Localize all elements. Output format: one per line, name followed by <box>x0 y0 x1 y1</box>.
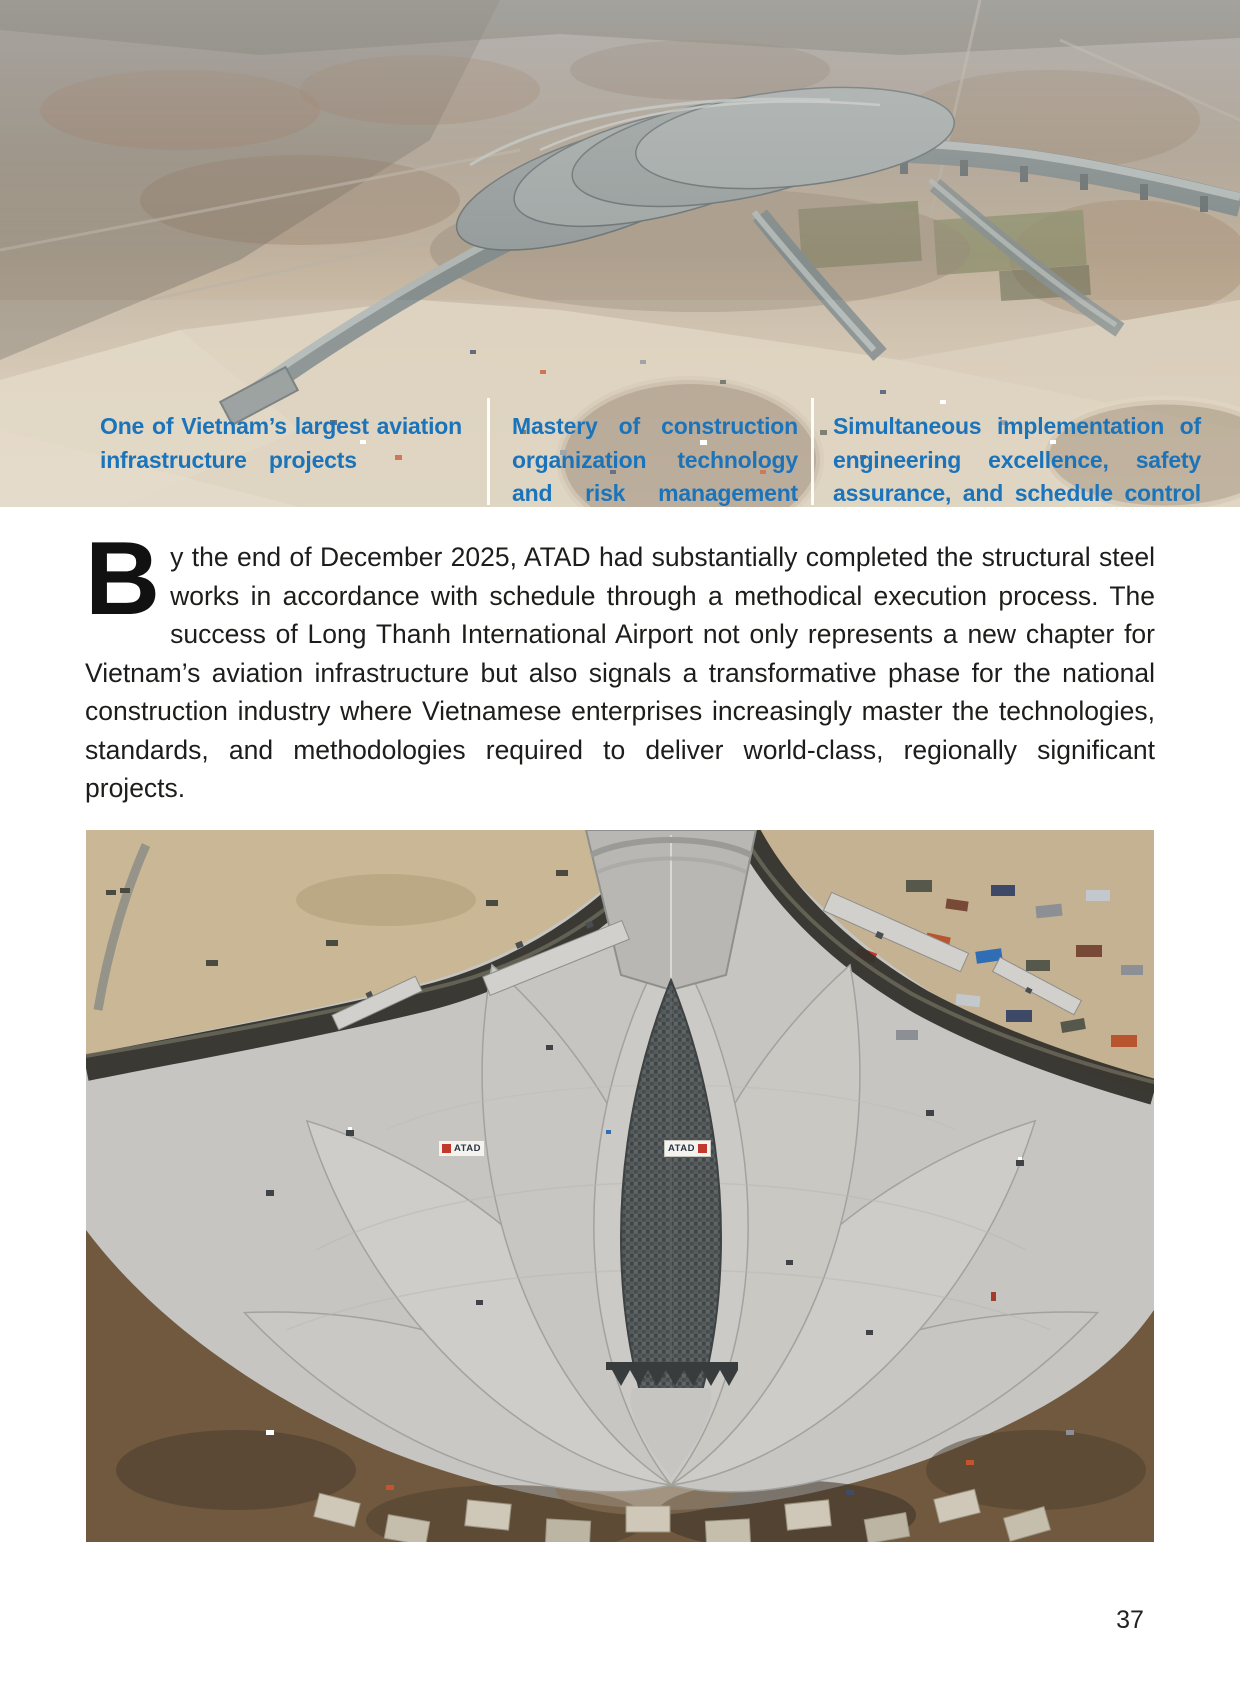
atad-label-text: ATAD <box>454 1142 481 1154</box>
callout-mastery-construction <box>512 410 798 507</box>
callout-divider <box>811 398 814 505</box>
callout-largest-aviation <box>100 410 462 477</box>
callout-line: infrastructure projects <box>100 446 357 473</box>
atad-logo-icon <box>698 1144 707 1153</box>
article-body-text: y the end of December 2025, ATAD had substantially completed the structural steel works in accordance with schedule through a methodical execution process. The success of Long Thanh International Airport not only represents a new chapter for Vietnam’s aviation infrastructure but also signals a transformative phase for the national construction industry where Vietnamese enterprises increasingly master the technologies, standards, and methodologies required to deliver world-class, regionally significant projects. <box>85 542 1155 803</box>
article-section <box>85 521 1155 808</box>
callout-line: One of Vietnam’s largest aviation <box>100 413 462 439</box>
atad-roof-label <box>438 1140 485 1157</box>
atad-logo-icon <box>442 1144 451 1153</box>
atad-label-text: ATAD <box>668 1142 695 1154</box>
article-paragraph <box>85 521 1155 808</box>
hero-aerial-photo <box>0 0 1240 507</box>
callout-line: assurance, and schedule control <box>833 480 1201 506</box>
drop-cap: B <box>85 521 159 637</box>
callout-line: and risk management <box>512 480 798 506</box>
callout-line: Simultaneous implementation of <box>833 413 1201 439</box>
page-number: 37 <box>1116 1606 1144 1634</box>
photo-callouts <box>0 0 1240 507</box>
atad-roof-label <box>664 1140 711 1157</box>
callout-simultaneous-implementation <box>833 410 1201 507</box>
callout-line: engineering excellence, safety <box>833 446 1201 473</box>
callout-line: organization technology <box>512 446 798 473</box>
callout-divider <box>487 398 490 505</box>
roof-photo-illustration <box>86 830 1154 1542</box>
roof-aerial-photo <box>86 830 1154 1542</box>
callout-line: Mastery of construction <box>512 413 798 439</box>
